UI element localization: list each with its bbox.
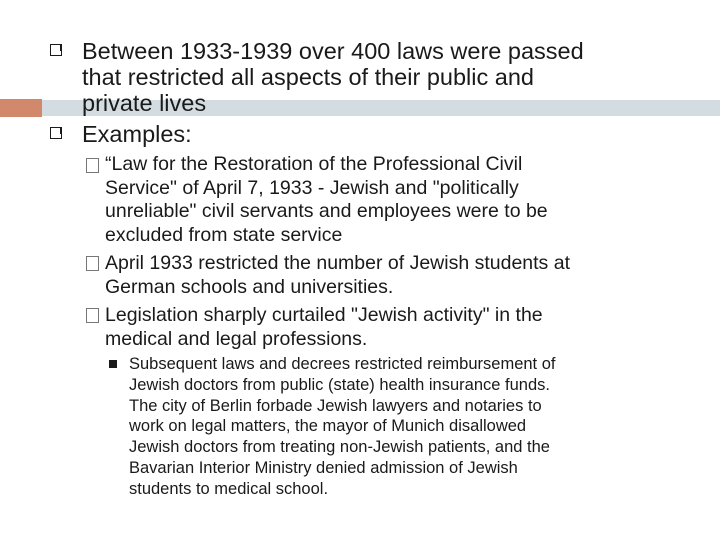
text-line: work on legal matters, the mayor of Munich disallowed bbox=[129, 417, 527, 436]
text-line: private lives bbox=[82, 90, 207, 116]
text-line: German schools and universities. bbox=[105, 275, 394, 298]
text-line: Jewish doctors from public (state) health insurance funds. bbox=[129, 375, 550, 394]
text-line: excluded from state service bbox=[105, 223, 343, 246]
text-line: Legislation sharply curtailed "Jewish activity" in the bbox=[105, 304, 543, 326]
bullet-subsequent-laws bbox=[129, 354, 555, 500]
bullet-laws-passed bbox=[82, 38, 584, 116]
hollow-box-bullet-icon bbox=[50, 127, 62, 139]
square-outline-bullet-icon bbox=[86, 308, 99, 323]
filled-square-bullet-icon bbox=[109, 360, 117, 368]
text-line: April 1933 restricted the number of Jewish students at bbox=[105, 252, 570, 274]
text-line: students to medical school. bbox=[129, 479, 329, 498]
text-line: Jewish doctors from treating non-Jewish patients, and the bbox=[129, 438, 550, 457]
hollow-box-bullet-icon bbox=[50, 44, 62, 56]
text-line: that restricted all aspects of their public and bbox=[82, 64, 534, 90]
text-line: Subsequent laws and decrees restricted reimbursement of bbox=[129, 355, 556, 373]
bullet-civil-service-law bbox=[105, 153, 548, 247]
bullet-examples bbox=[82, 121, 192, 147]
text-line: The city of Berlin forbade Jewish lawyers and notaries to bbox=[129, 396, 542, 415]
square-outline-bullet-icon bbox=[86, 256, 99, 271]
text-line: Service" of April 7, 1933 - Jewish and "politically bbox=[105, 176, 519, 199]
square-outline-bullet-icon bbox=[86, 158, 99, 173]
text-line: Bavarian Interior Ministry denied admission of Jewish bbox=[129, 458, 518, 477]
text-line: Examples: bbox=[82, 121, 192, 147]
bullet-student-restriction bbox=[105, 252, 570, 299]
bullet-jewish-activity bbox=[105, 304, 543, 351]
text-line: Between 1933-1939 over 400 laws were passed bbox=[82, 38, 584, 64]
text-line: unreliable" civil servants and employees were to be bbox=[105, 200, 548, 222]
text-line: “Law for the Restoration of the Professional Civil bbox=[105, 153, 523, 175]
text-line: medical and legal professions. bbox=[105, 327, 368, 350]
